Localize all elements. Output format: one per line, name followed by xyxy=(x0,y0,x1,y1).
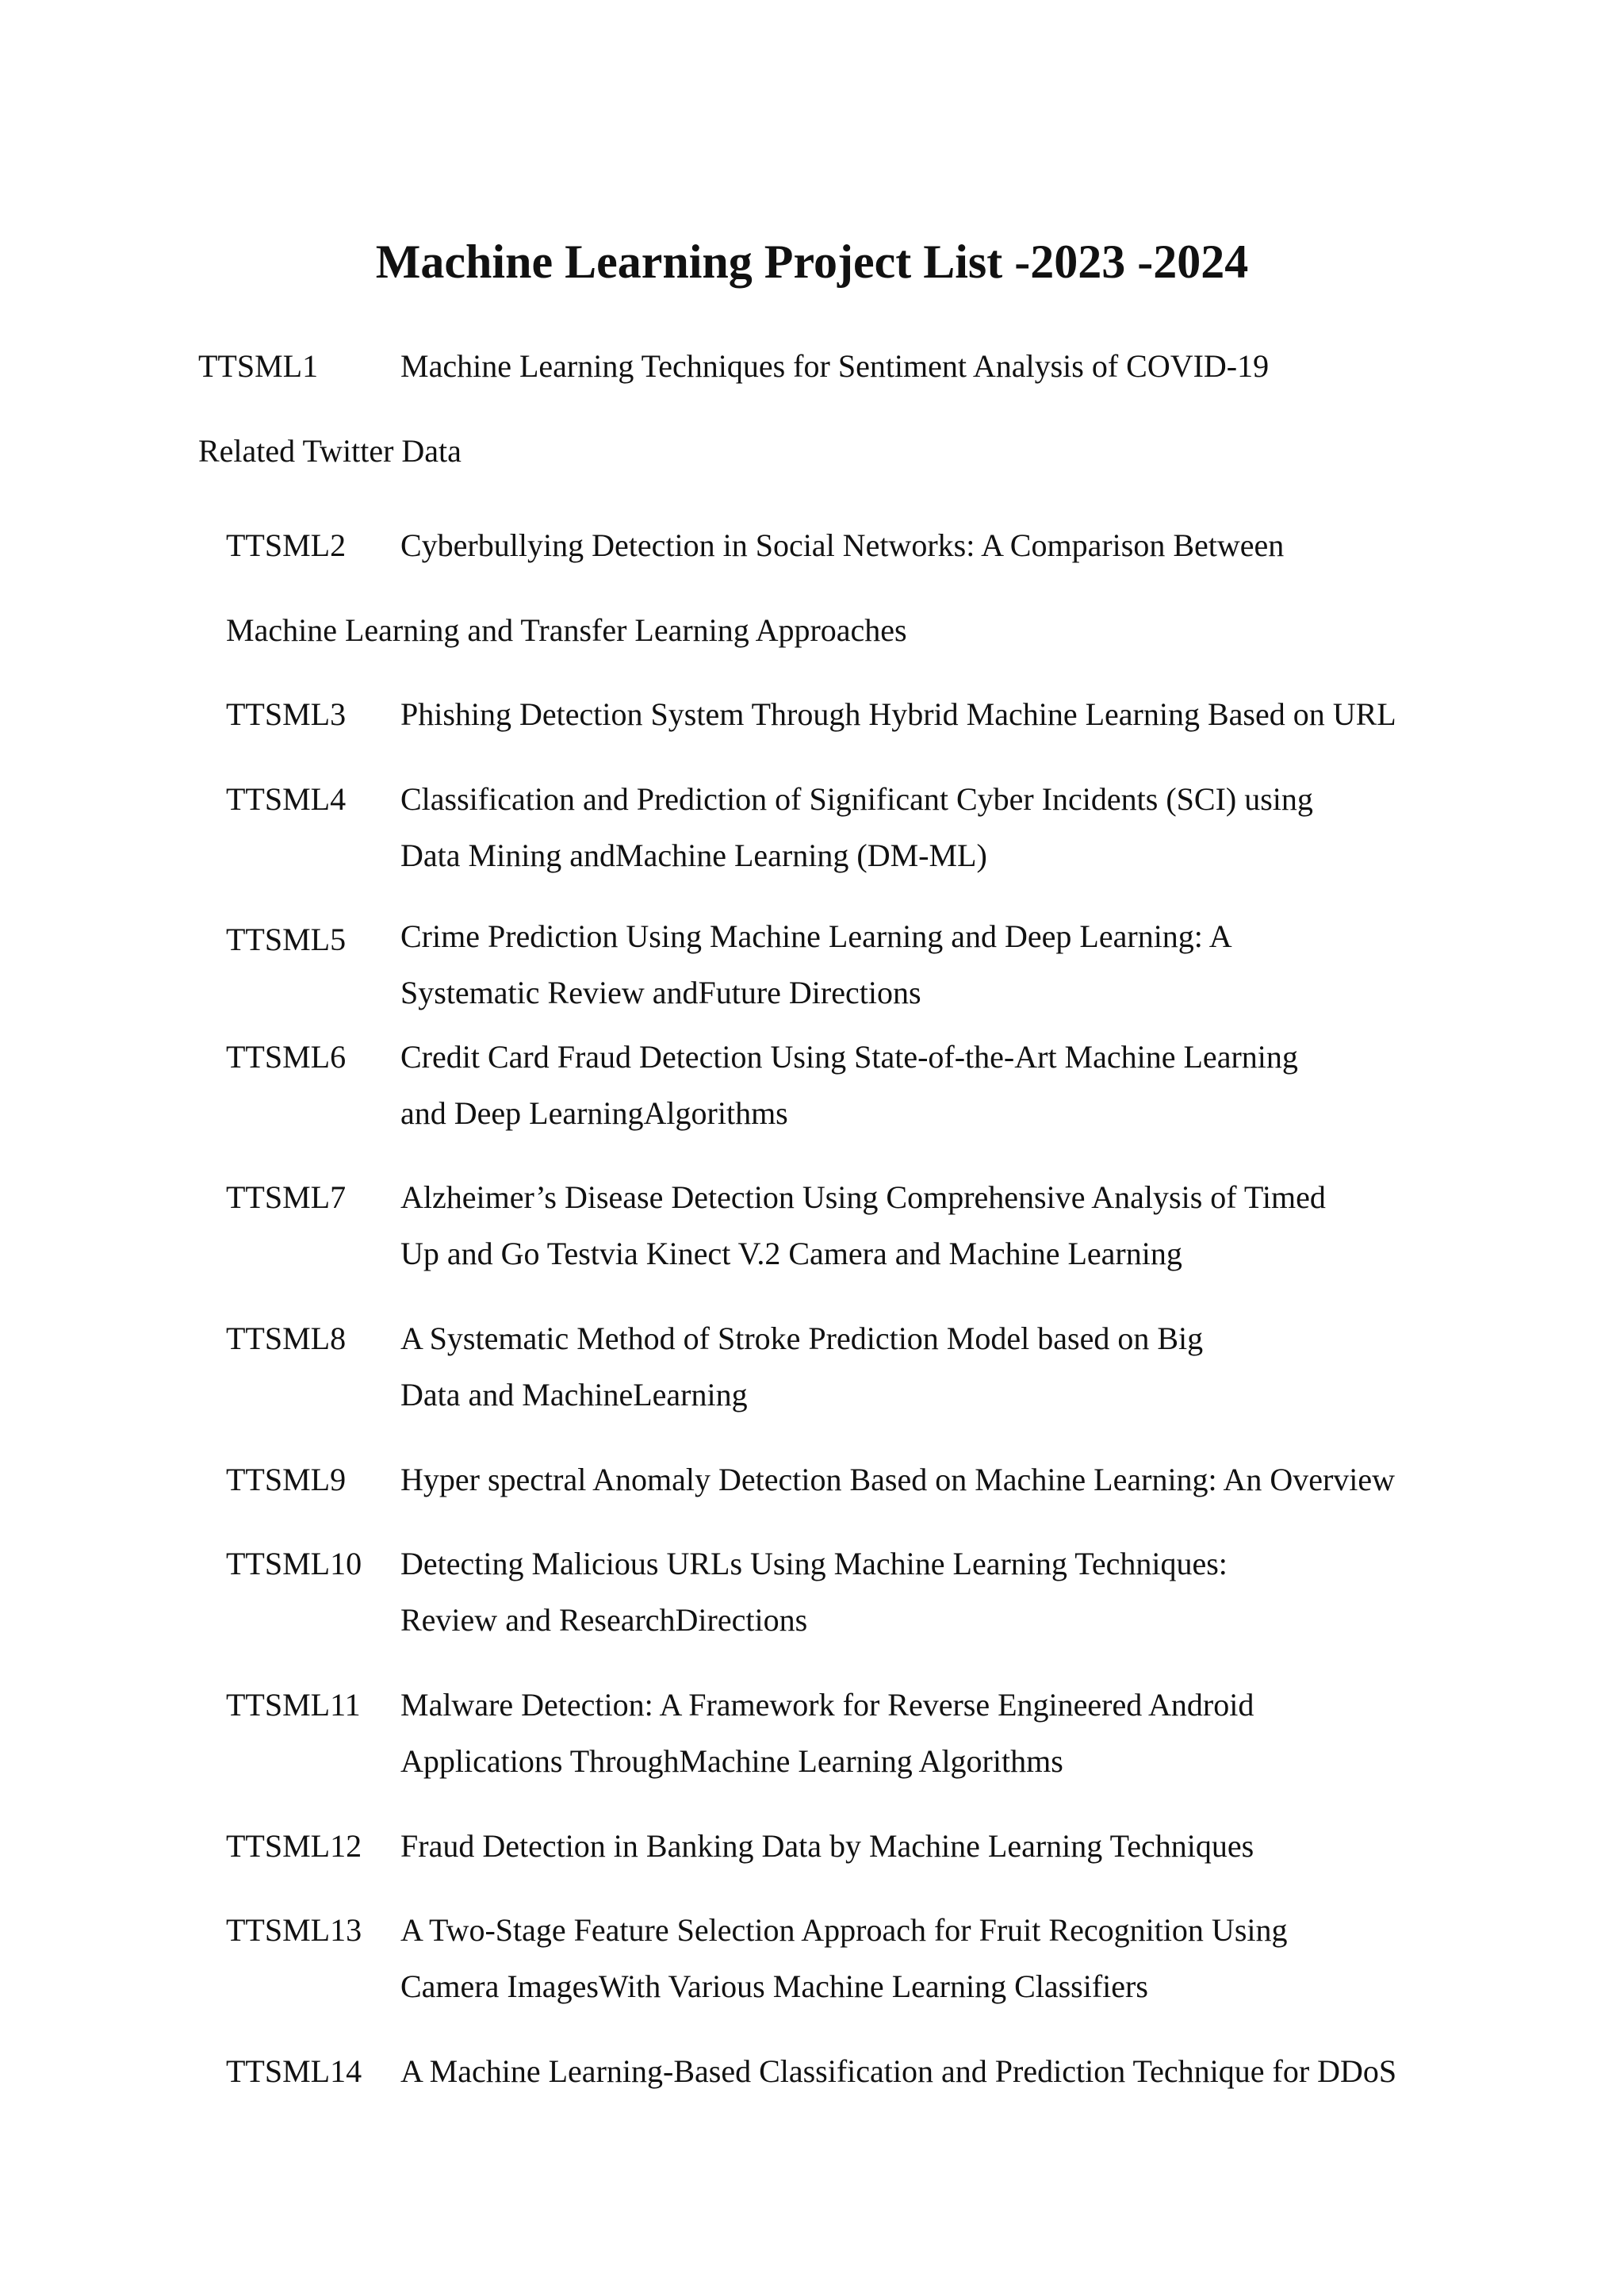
project-code: TTSML14 xyxy=(226,2053,362,2089)
project-code: TTSML4 xyxy=(226,781,347,817)
project-title-line: Malware Detection: A Framework for Reverse Engineered Android xyxy=(400,1687,1254,1723)
project-title-line: Classification and Prediction of Significant Cyber Incidents (SCI) using xyxy=(400,781,1313,817)
project-title-line: Cyberbullying Detection in Social Networks: A Comparison Between xyxy=(400,527,1285,563)
project-code: TTSML11 xyxy=(226,1687,361,1723)
project-title-line: A Two-Stage Feature Selection Approach for Fruit Recognition Using xyxy=(400,1912,1288,1948)
project-code: TTSML2 xyxy=(226,527,347,563)
project-title-line: Data and MachineLearning xyxy=(400,1377,748,1412)
project-title-line: Systematic Review andFuture Directions xyxy=(400,975,921,1010)
project-code: TTSML5 xyxy=(226,922,347,957)
project-title-line: Fraud Detection in Banking Data by Machine Learning Techniques xyxy=(400,1828,1254,1864)
project-title-line: Applications ThroughMachine Learning Algorithms xyxy=(400,1743,1063,1779)
project-code: TTSML10 xyxy=(226,1546,362,1581)
project-title-line: A Machine Learning-Based Classification and Prediction Technique for DDoS xyxy=(400,2053,1397,2089)
project-code: TTSML1 xyxy=(198,348,319,384)
project-title-line: Machine Learning Techniques for Sentiment Analysis of COVID-19 xyxy=(400,348,1270,384)
project-title-line: and Deep LearningAlgorithms xyxy=(400,1095,788,1131)
project-title-line: Alzheimer’s Disease Detection Using Comprehensive Analysis of Timed xyxy=(400,1179,1326,1215)
project-title-line: Phishing Detection System Through Hybrid Machine Learning Based on URL xyxy=(400,696,1396,732)
project-code: TTSML13 xyxy=(226,1912,362,1948)
project-title-line: Data Mining andMachine Learning (DM-ML) xyxy=(400,838,987,873)
project-title-line: Up and Go Testvia Kinect V.2 Camera and Machine Learning xyxy=(400,1236,1182,1271)
project-code: TTSML8 xyxy=(226,1320,347,1356)
project-title-line: Camera ImagesWith Various Machine Learning Classifiers xyxy=(400,1968,1148,2004)
project-code: TTSML6 xyxy=(226,1039,347,1075)
project-code: TTSML3 xyxy=(226,696,347,732)
project-code: TTSML7 xyxy=(226,1179,347,1215)
project-title-line: Crime Prediction Using Machine Learning and Deep Learning: A xyxy=(400,918,1232,954)
project-title-line: Review and ResearchDirections xyxy=(400,1602,808,1638)
project-title-line: Hyper spectral Anomaly Detection Based on Machine Learning: An Overview xyxy=(400,1462,1396,1497)
project-title-line: Credit Card Fraud Detection Using State-of-the-Art Machine Learning xyxy=(400,1039,1298,1075)
project-title-line: Detecting Malicious URLs Using Machine Learning Techniques: xyxy=(400,1546,1228,1581)
project-code: TTSML12 xyxy=(226,1828,362,1864)
project-title-line: Related Twitter Data xyxy=(198,433,462,469)
project-title-line: Machine Learning and Transfer Learning Approaches xyxy=(226,612,907,648)
page-title: Machine Learning Project List -2023 -2024 xyxy=(375,236,1249,288)
project-title-line: A Systematic Method of Stroke Prediction Model based on Big xyxy=(400,1320,1204,1356)
project-code: TTSML9 xyxy=(226,1462,347,1497)
